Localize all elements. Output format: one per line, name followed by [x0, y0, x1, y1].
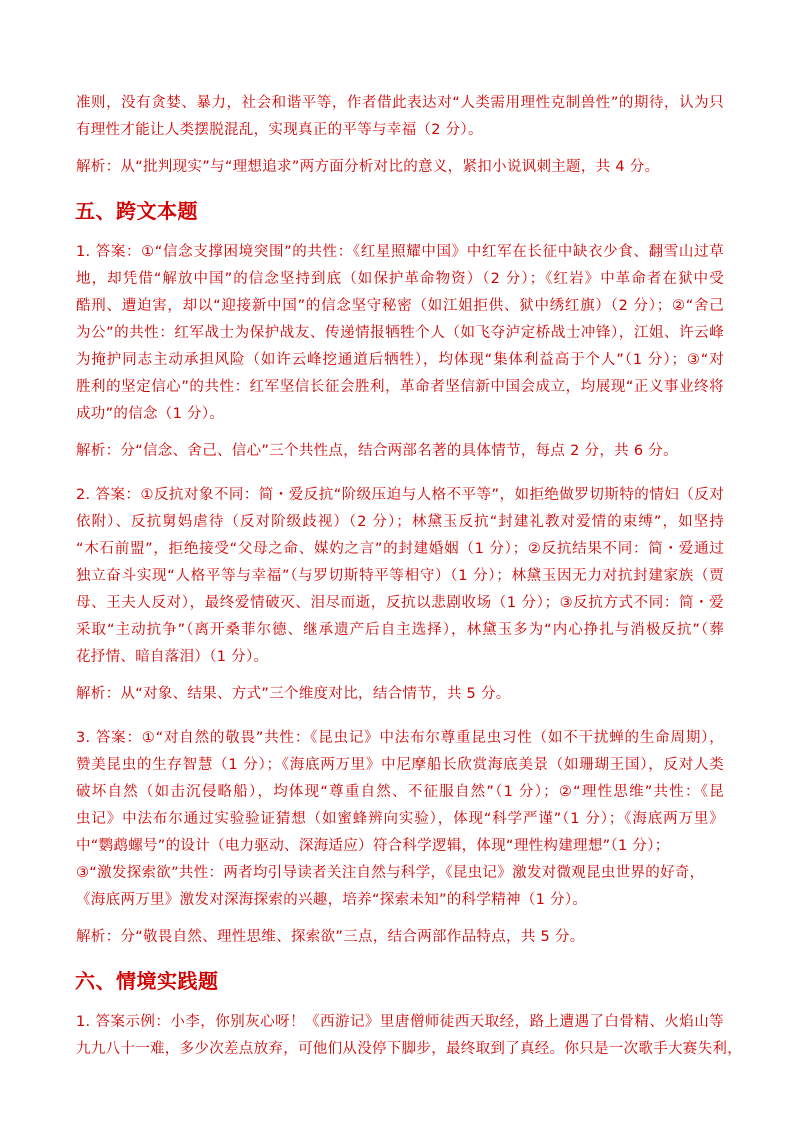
intro-line-2: 有理性才能让人类摆脱混乱，实现真正的平等与幸福（2 分）。 — [76, 122, 483, 138]
q1-line-5: 为掩护同志主动承担风险（如许云峰挖通道后牺牲），均体现“集体利益高于个人”（1 分）；③“对 — [76, 352, 724, 368]
q1-line-1: 1. 答案：①“信念支撑困境突围”的共性：《红星照耀中国》中红军在长征中缺衣少食、翻雪山过草 — [76, 244, 724, 260]
q2-line-5: 母、王夫人反对），最终爱情破灭、泪尽而逝，反抗以悲剧收场（1 分）；③反抗方式不同：简・爱 — [76, 595, 724, 611]
q3-line-2: 赞美昆虫的生存智慧（1 分）；《海底两万里》中尼摩船长欣赏海底美景（如珊瑚王国），反对人类 — [76, 757, 724, 773]
q1-line-2: 地，却凭借“解放中国”的信念坚持到底（如保护革命物资）（2 分）；《红岩》中革命者在狱中受 — [76, 271, 724, 287]
q3-line-5: 中“鹦鹉螺号”的设计（电力驱动、深海适应）符合科学逻辑，体现“理性构建理想”（1 分）； — [76, 838, 670, 854]
analysis-intro: 解析：从“批判现实”与“理想追求”两方面分析对比的意义，紧扣小说讽刺主题，共 4 分。 — [76, 159, 660, 175]
q3-line-4: 虫记》中法布尔通过实验验证猜想（如蜜蜂辨向实验），体现“科学严谨”（1 分）；《海底两万里》 — [76, 811, 724, 827]
section-six-title: 六、情境实践题 — [75, 969, 219, 993]
intro-line-1: 准则，没有贪婪、暴力，社会和谐平等，作者借此表达对“人类需用理性克制兽性”的期待，认为只 — [76, 95, 724, 111]
q2-line-2: 依附）、反抗舅妈虐待（反对阶级歧视）（2 分）；林黛玉反抗“封建礼教对爱情的束缚”，如坚持 — [76, 514, 724, 530]
q6-1-line-1: 1. 答案示例：小李，你别灰心呀！《西游记》里唐僧师徒西天取经，路上遭遇了白骨精、火焰山等 — [76, 1014, 724, 1030]
q3-line-6: ③“激发探索欲”共性：两者均引导读者关注自然与科学，《昆虫记》激发对微观昆虫世界的好奇， — [76, 865, 705, 881]
q2-line-3: “木石前盟”，拒绝接受“父母之命、媒妁之言”的封建婚姻（1 分）；②反抗结果不同：简・爱通过 — [76, 541, 724, 557]
q3-analysis: 解析：分“敬畏自然、理性思维、探索欲”三点，结合两部作品特点，共 5 分。 — [76, 929, 585, 945]
q1-line-3: 酷刑、遭迫害，却以“迎接新中国”的信念坚守秘密（如江姐拒供、狱中绣红旗）（2 分）；②“舍己 — [76, 298, 724, 314]
q2-line-1: 2. 答案：①反抗对象不同：简・爱反抗“阶级压迫与人格不平等”，如拒绝做罗切斯特的情妇（反对 — [76, 487, 724, 503]
q1-line-4: 为公”的共性：红军战士为保护战友、传递情报牺牲个人（如飞夺泸定桥战士冲锋），江姐、许云峰 — [76, 325, 724, 341]
q2-line-6: 采取“主动抗争”（离开桑菲尔德、继承遗产后自主选择），林黛玉多为“内心挣扎与消极反抗”（葬 — [76, 622, 724, 638]
section-five-title: 五、跨文本题 — [75, 199, 198, 223]
q2-line-4: 独立奋斗实现“人格平等与幸福”（与罗切斯特平等相守）（1 分）；林黛玉因无力对抗封建家族（贾 — [76, 568, 724, 584]
q1-line-7: 成功”的信念（1 分）。 — [76, 406, 225, 422]
q3-line-1: 3. 答案：①“对自然的敬畏”共性：《昆虫记》中法布尔尊重昆虫习性（如不干扰蝉的生命周期）， — [76, 730, 724, 746]
q1-analysis: 解析：分“信念、舍己、信心”三个共性点，结合两部名著的具体情节，每点 2 分，共 6 分。 — [76, 443, 678, 459]
q1-line-6: 胜利的坚定信心”的共性：红军坚信长征会胜利，革命者坚信新中国会成立，均展现“正义事业终将 — [76, 379, 724, 395]
q3-line-7: 《海底两万里》激发对深海探索的兴趣，培养“探索未知”的科学精神（1 分）。 — [76, 892, 588, 908]
q6-1-line-2: 九九八十一难，多少次差点放弃，可他们从没停下脚步，最终取到了真经。你只是一次歌手大赛失利， — [76, 1041, 742, 1057]
q3-line-3: 破坏自然（如击沉侵略船），均体现“尊重自然、不征服自然”（1 分）；②“理性思维”共性：《昆 — [76, 784, 724, 800]
q2-analysis: 解析：从“对象、结果、方式”三个维度对比，结合情节，共 5 分。 — [76, 686, 511, 702]
q2-line-7: 花抒情、暗自落泪）（1 分）。 — [76, 649, 269, 665]
